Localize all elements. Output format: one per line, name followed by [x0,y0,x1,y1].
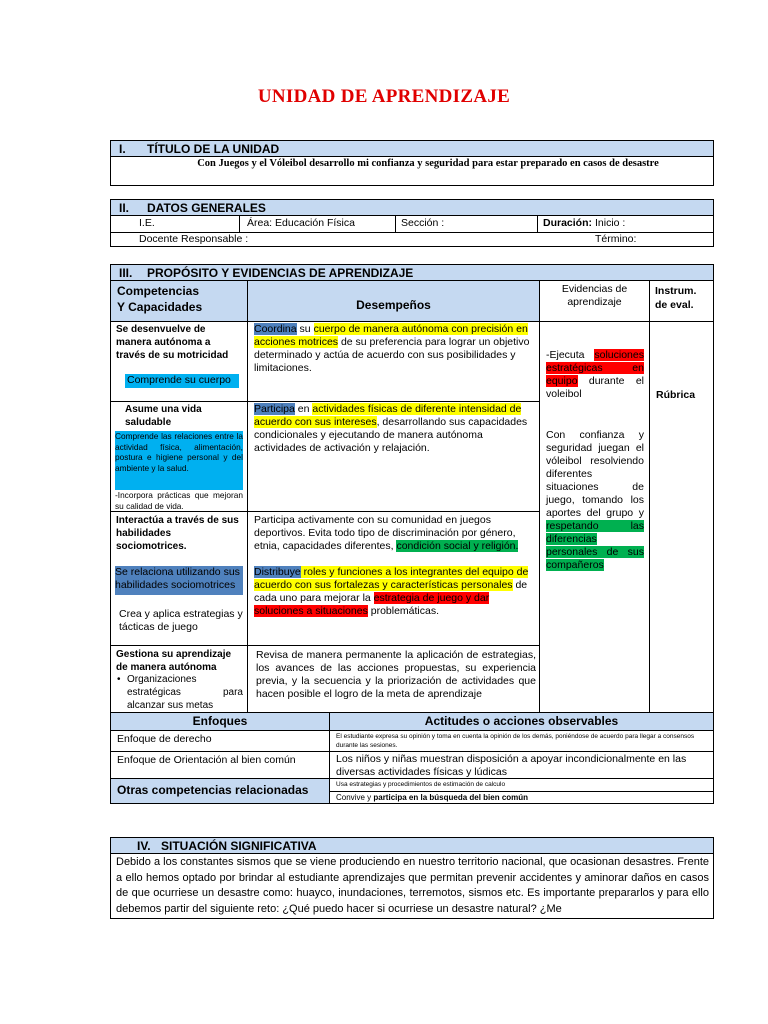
row2-capacidad-2: -Incorpora prácticas que mejoran su calidad de vida. [115,490,243,511]
row1-desempeno-cell [247,321,540,402]
instrum-label-2: de eval. [655,299,694,311]
row1-su: su [296,323,314,335]
enfoque-1-cell [110,730,330,752]
row3-desempeno-1: Participa activamente con su comunidad en juegos deportivos. Evita todo tipo de discriminación por género, etnia, capacidades diferentes, [254,514,516,552]
area-label: Área: Educación Física [247,217,355,229]
evidencia-1-post: durante el voleibol [546,375,644,400]
row1-competencia-cell [110,321,248,402]
actitud-2-cell [329,751,714,779]
evidencias-cell [539,321,650,713]
section-2-heading: DATOS GENERALES [147,201,266,215]
row4-desempeno-cell [247,645,540,713]
row1-competencia: Se desenvuelve de manera autónoma a través de su motricidad [116,324,229,361]
enfoques-label: Enfoques [192,714,248,728]
enfoque-1: Enfoque de derecho [117,733,212,745]
otra-2-cell [329,791,714,804]
otra-1-cell [329,778,714,792]
section-3-heading: PROPÓSITO Y EVIDENCIAS DE APRENDIZAJE [147,266,414,280]
row3-distribuye: Distribuye [254,566,301,578]
actitud-2: Los niños y niñas muestran disposición a apoyar incondicionalmente en las diversas actividades físicas y lúdicas [336,753,687,778]
section-1-header [110,140,714,157]
enfoques-header [110,712,330,731]
row4-competencia-cell [110,645,248,713]
row3-desempeno-2-highlight: roles y funciones a los integrantes del equipo de acuerdo con sus fortalezas y características personales [254,566,529,591]
section-1-heading: TÍTULO DE LA UNIDAD [147,142,280,156]
row2-rest: , desarrollando sus capacidades condicionales y ejecutando de manera autónoma actividades de activación y relajación. [254,416,528,454]
desempenos-label: Desempeños [356,298,431,312]
otra-2-b: participa en la búsqueda del bien común [373,793,529,802]
actitudes-header [329,712,714,731]
row2-competencia-cell [110,401,248,512]
section-3-number: III. [119,266,133,280]
evidencias-label: Evidencias de aprendizaje [561,283,628,308]
competencias-header [110,280,248,322]
row3-desempeno-cell [247,511,540,646]
otra-1: Usa estrategias y procedimientos de estimación de calculo [336,781,506,788]
section-2-header [110,199,714,216]
docente-label: Docente Responsable : [139,233,249,245]
row4-competencia: Gestiona su aprendizaje de manera autónoma [116,649,232,673]
evidencia-2-highlight: respetando las diferencias personales de sus compañeros [546,520,644,571]
desempenos-header [247,280,540,322]
row3-desempeno-2-end: problemáticas. [367,605,440,617]
row3-desempeno-1-highlight: condición social y religión. [396,540,519,552]
row4-desempeno: Revisa de manera permanente la aplicación de estrategias, los avances de las acciones propuestas, su experiencia previa, y la secuencia y la priorización de actividades que hacen posible el logro de la meta de aprendizaje [256,649,536,700]
row1-capacidad: Comprende su cuerpo [125,374,239,388]
evidencia-2-pre: Con confianza y seguridad juegan el vóleibol resolviendo diferentes situaciones de juego, tomando los aportes del grupo y [546,429,644,519]
otra-2-a: Convive y [336,793,374,802]
row2-highlight: actividades físicas de diferente intensidad de acuerdo con sus intereses [254,403,522,428]
evidencias-header [539,280,650,322]
row2-participa: Participa [254,403,295,415]
section-4-heading: SITUACIÓN SIGNIFICATIVA [161,839,317,853]
ie-label: I.E. [139,217,155,229]
capacidades-label: Y Capacidades [117,300,203,314]
row3-capacidad-2: Crea y aplica estrategias y tácticas de juego [119,608,243,633]
otras-competencias-label: Otras competencias relacionadas [117,783,309,797]
section-3-header [110,264,714,281]
unit-title: Con Juegos y el Vóleibol desarrollo mi confianza y seguridad para estar preparado en casos de desastre [110,156,714,186]
instrum-header [649,280,714,322]
row1-rest: de su preferencia para lograr un objetivo determinado y actúa de acuerdo con sus posibilidades y limitaciones. [254,336,530,374]
actitud-1: El estudiante expresa su opinión y toma en cuenta la opinión de los demás, poniéndose de acuerdo para llegar a consensos durante las sesiones. [336,733,695,749]
row3-competencia: Interactúa a través de sus habilidades sociomotrices. [116,515,239,552]
section-2-number: II. [119,201,130,215]
section-1-number: I. [119,142,126,156]
competencias-label: Competencias [117,284,200,298]
enfoque-2: Enfoque de Orientación al bien común [117,754,296,766]
instrumento-value: Rúbrica [656,389,696,401]
section-4-header [110,837,714,854]
row3-capacidad-1: Se relaciona utilizando sus habilidades sociomotrices [115,566,243,595]
termino-label: Término: [595,233,637,245]
situacion-text: Debido a los constantes sismos que se viene produciendo en nuestro territorio nacional, que ocasionan desastres. Frente a ello hemos optado por brindar al estudiante aprendizajes que permitan prevenir accidentes y aminorar daños en casos de que ocurriese un desastre como: huayco, inundaciones, terremotos, sismos etc. Es importante prepararlos y para ello debemos partir del siguiente reto: ¿Qué puedo hacer si ocurriese un desastre natural? ¿Me [110,853,714,919]
document-title: UNIDAD DE APRENDIZAJE [257,86,511,107]
row3-desempeno-2-mid: de cada uno para mejorar la [254,579,528,604]
instrumento-cell [649,321,714,713]
evidencia-1-pre: -Ejecuta [546,349,595,361]
inicio-label: Inicio : [595,217,626,229]
row4-capacidad: Organizaciones estratégicas para alcanzar sus metas [127,674,243,711]
actitudes-label: Actitudes o acciones observables [424,714,619,728]
row2-desempeno-cell [247,401,540,512]
actitud-1-cell [329,730,714,752]
row3-competencia-cell [110,511,248,646]
row1-highlight: cuerpo de manera autónoma con precisión en acciones motrices [254,323,528,348]
duracion-label: Duración: [543,217,593,229]
enfoque-2-cell [110,751,330,779]
instrum-label-1: Instrum. [655,285,697,297]
row2-competencia: Asume una vida saludable [125,404,202,428]
row2-en: en [294,403,313,415]
row2-capacidad-1: Comprende las relaciones entre la actividad física, alimentación, postura e higiene personal y del ambiente y la salud. [115,431,243,490]
evidencia-1-highlight: soluciones estratégicas en equipo [546,349,644,387]
row3-desempeno-2-red: estrategia de juego y dar soluciones a situaciones [254,592,490,617]
general-data-table [110,215,714,247]
row4-bullet: • [117,674,121,685]
row1-coordina: Coordina [254,323,297,335]
otras-competencias-cell [110,778,330,804]
section-4-number: IV. [137,839,151,853]
seccion-label: Sección : [401,217,445,229]
